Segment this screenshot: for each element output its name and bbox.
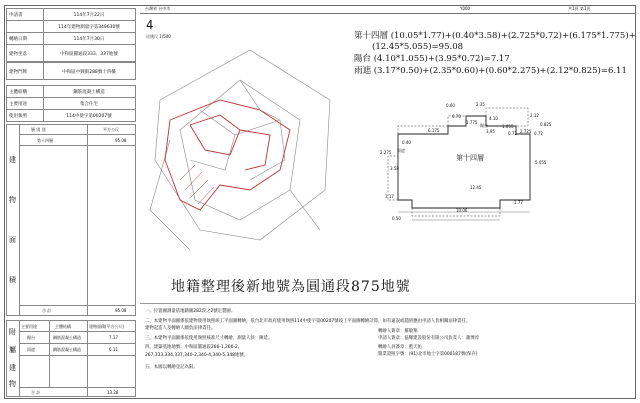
area-total-label: 合 計	[42, 308, 52, 313]
info-value: 鋼筋混凝土構造	[73, 90, 105, 95]
dim-label: 5.055	[535, 160, 547, 165]
note-line: 一、位置圖測量依地籍圖282段之2號定製圖。	[145, 309, 236, 314]
annex-total-value: 13.28	[107, 390, 119, 395]
formula-balcony: 陽台 (4.10*1.055)+(3.95*0.72)=7.17	[354, 54, 510, 64]
area-value: 95.08	[115, 138, 127, 143]
note-line: 建物起造人及轉繪人願負法律責任。	[145, 326, 216, 331]
formula-floor-line1: 第十四層 (10.05*1.77)+(0.40*3.58)+(2.725*0.72)+(6.175*1.775)+	[354, 31, 636, 41]
info-label: 申請書	[9, 13, 23, 18]
info-row-location	[6, 44, 136, 62]
dim-label: 2.12	[530, 113, 539, 118]
survey-code: Y000	[460, 6, 471, 11]
dim-label: 0.72	[508, 131, 517, 136]
signature-line: 轉繪人員簽章：藍天佑	[378, 345, 422, 350]
info-value: 中和區圓通段333、337地號	[60, 52, 118, 57]
annex-table	[6, 320, 136, 397]
region-text: 台灣省 台中市	[145, 6, 171, 11]
canopy-label: 雨遮	[397, 148, 405, 153]
info-label: 主要用途	[9, 102, 27, 107]
info-label: 使用執照	[9, 114, 27, 119]
dim-label: 2.35	[476, 102, 485, 107]
dim-label: 10.06	[456, 208, 468, 213]
note-line: 四、建築基地地號：中和區圓通段266-1,266-2,	[145, 345, 240, 350]
dim-label: 12.45	[470, 185, 482, 190]
info-value: 114年7月30日	[73, 37, 105, 42]
annex-area: 7.17	[109, 335, 118, 340]
site-location-map	[140, 40, 340, 270]
note-line: 二、本建物平面圖係依建物使用執照竣工平面圖轉繪，依台北市政府使用執照114中使字第00207號竣工平面圖轉繪計算，如有違誤或隱匿應由申請人負相關法律責任。	[145, 319, 471, 324]
annex-side-label: 屬	[9, 346, 16, 354]
annex-area: 6.11	[109, 347, 118, 352]
dim-label: 3.17	[385, 194, 394, 199]
area-col-header: 平方公尺	[103, 127, 119, 132]
area-total-value: 95.08	[115, 308, 127, 313]
info-value: 集合住宅	[80, 102, 98, 107]
info-label: 建物坐落	[9, 52, 27, 57]
balcony-label: 陽台	[480, 123, 488, 128]
header-rule	[140, 13, 636, 14]
main-title: 地籍整理後新地號為圓通段875地號	[171, 279, 411, 295]
signature-line: 開業證照字號：(91)北市地士字第000187號(保存)	[378, 352, 478, 357]
dim-label: 3.58	[390, 166, 399, 171]
area-side-label: 積	[9, 276, 16, 284]
area-side-label: 建	[9, 156, 16, 164]
info-value: 114年7月22日	[73, 13, 105, 18]
annex-header: 主體結構	[55, 324, 71, 329]
room-label: 第十四層	[456, 154, 484, 162]
dim-label: 0.50	[392, 216, 401, 221]
signature-line: 申請人簽章：協輝建設股份有限公司負責人：蕭博淳	[378, 336, 479, 341]
area-floor: 第十四層	[37, 138, 53, 143]
area-table	[6, 124, 136, 316]
info-value: 114中使字第00207號	[66, 114, 112, 119]
dim-label: 0.40	[402, 140, 411, 145]
annex-total-label: 合 計	[31, 390, 41, 395]
notes-rule	[140, 303, 636, 304]
annex-side-label: 附	[9, 328, 16, 336]
annex-struct: 鋼筋混凝土構造	[53, 347, 81, 352]
annex-header: 主要用途	[21, 324, 37, 329]
annex-header: 建物面積(平方公尺)	[89, 324, 125, 329]
info-row-address	[6, 62, 136, 80]
info-label: 轉繪日期	[9, 37, 27, 42]
dim-label: 3.95	[486, 129, 495, 134]
info-value: 中和區中興街288號十四樓	[62, 70, 116, 75]
annex-struct: 鋼筋混凝土構造	[53, 335, 81, 340]
note-line: 五、本圖以轉繪登記為限。	[145, 365, 198, 370]
dim-label: 0.825	[540, 122, 552, 127]
dim-label: 1.055	[502, 124, 514, 129]
annex-side-label: 物	[9, 380, 16, 388]
formula-floor-line2: (12.45*5.055)=95.08	[372, 42, 464, 52]
area-side-label: 面	[9, 236, 16, 244]
dim-label: 2.275	[380, 150, 392, 155]
dim-label: 4.10	[489, 116, 498, 121]
annex-side-label: 建	[9, 364, 16, 372]
north-mark: 4	[146, 18, 154, 32]
page-number: 共1頁 第1頁	[568, 6, 591, 11]
info-row-license	[6, 109, 136, 122]
note-line: 三、本建物平面圖係依使用執照核准尺寸轉繪，測量人員：陳延。	[145, 336, 273, 341]
dim-label: 1.77	[514, 200, 523, 205]
scale-note: 比例尺 1/500	[146, 34, 171, 39]
dim-label: 0.60	[446, 103, 455, 108]
note-line: 267,333,334,337,340-2,340-4,340-5,348地號。	[145, 353, 249, 358]
formula-canopy: 雨遮 (3.17*0.50)+(2.35*0.60)+(0.60*2.275)+(2.12*0.825)=6.11	[354, 66, 627, 76]
annex-use: 陽台	[27, 335, 35, 340]
area-side-label: 物	[9, 196, 16, 204]
area-col-header: 層 別 別	[31, 127, 46, 132]
dim-label: 1.775	[466, 120, 478, 125]
annex-use: 雨遮	[27, 347, 35, 352]
info-label: 建物門牌	[9, 70, 27, 75]
dim-label: 0.72	[534, 131, 543, 136]
info-value: 114年建物測量字第349630號	[58, 25, 120, 30]
info-label: 主體結構	[9, 90, 27, 95]
signature-line: 轉繪人簽章：羅敏翔	[378, 329, 418, 334]
dim-label: 0.70	[452, 114, 461, 119]
dim-label: 6.175	[428, 128, 440, 133]
dim-label: 2.725	[520, 129, 532, 134]
